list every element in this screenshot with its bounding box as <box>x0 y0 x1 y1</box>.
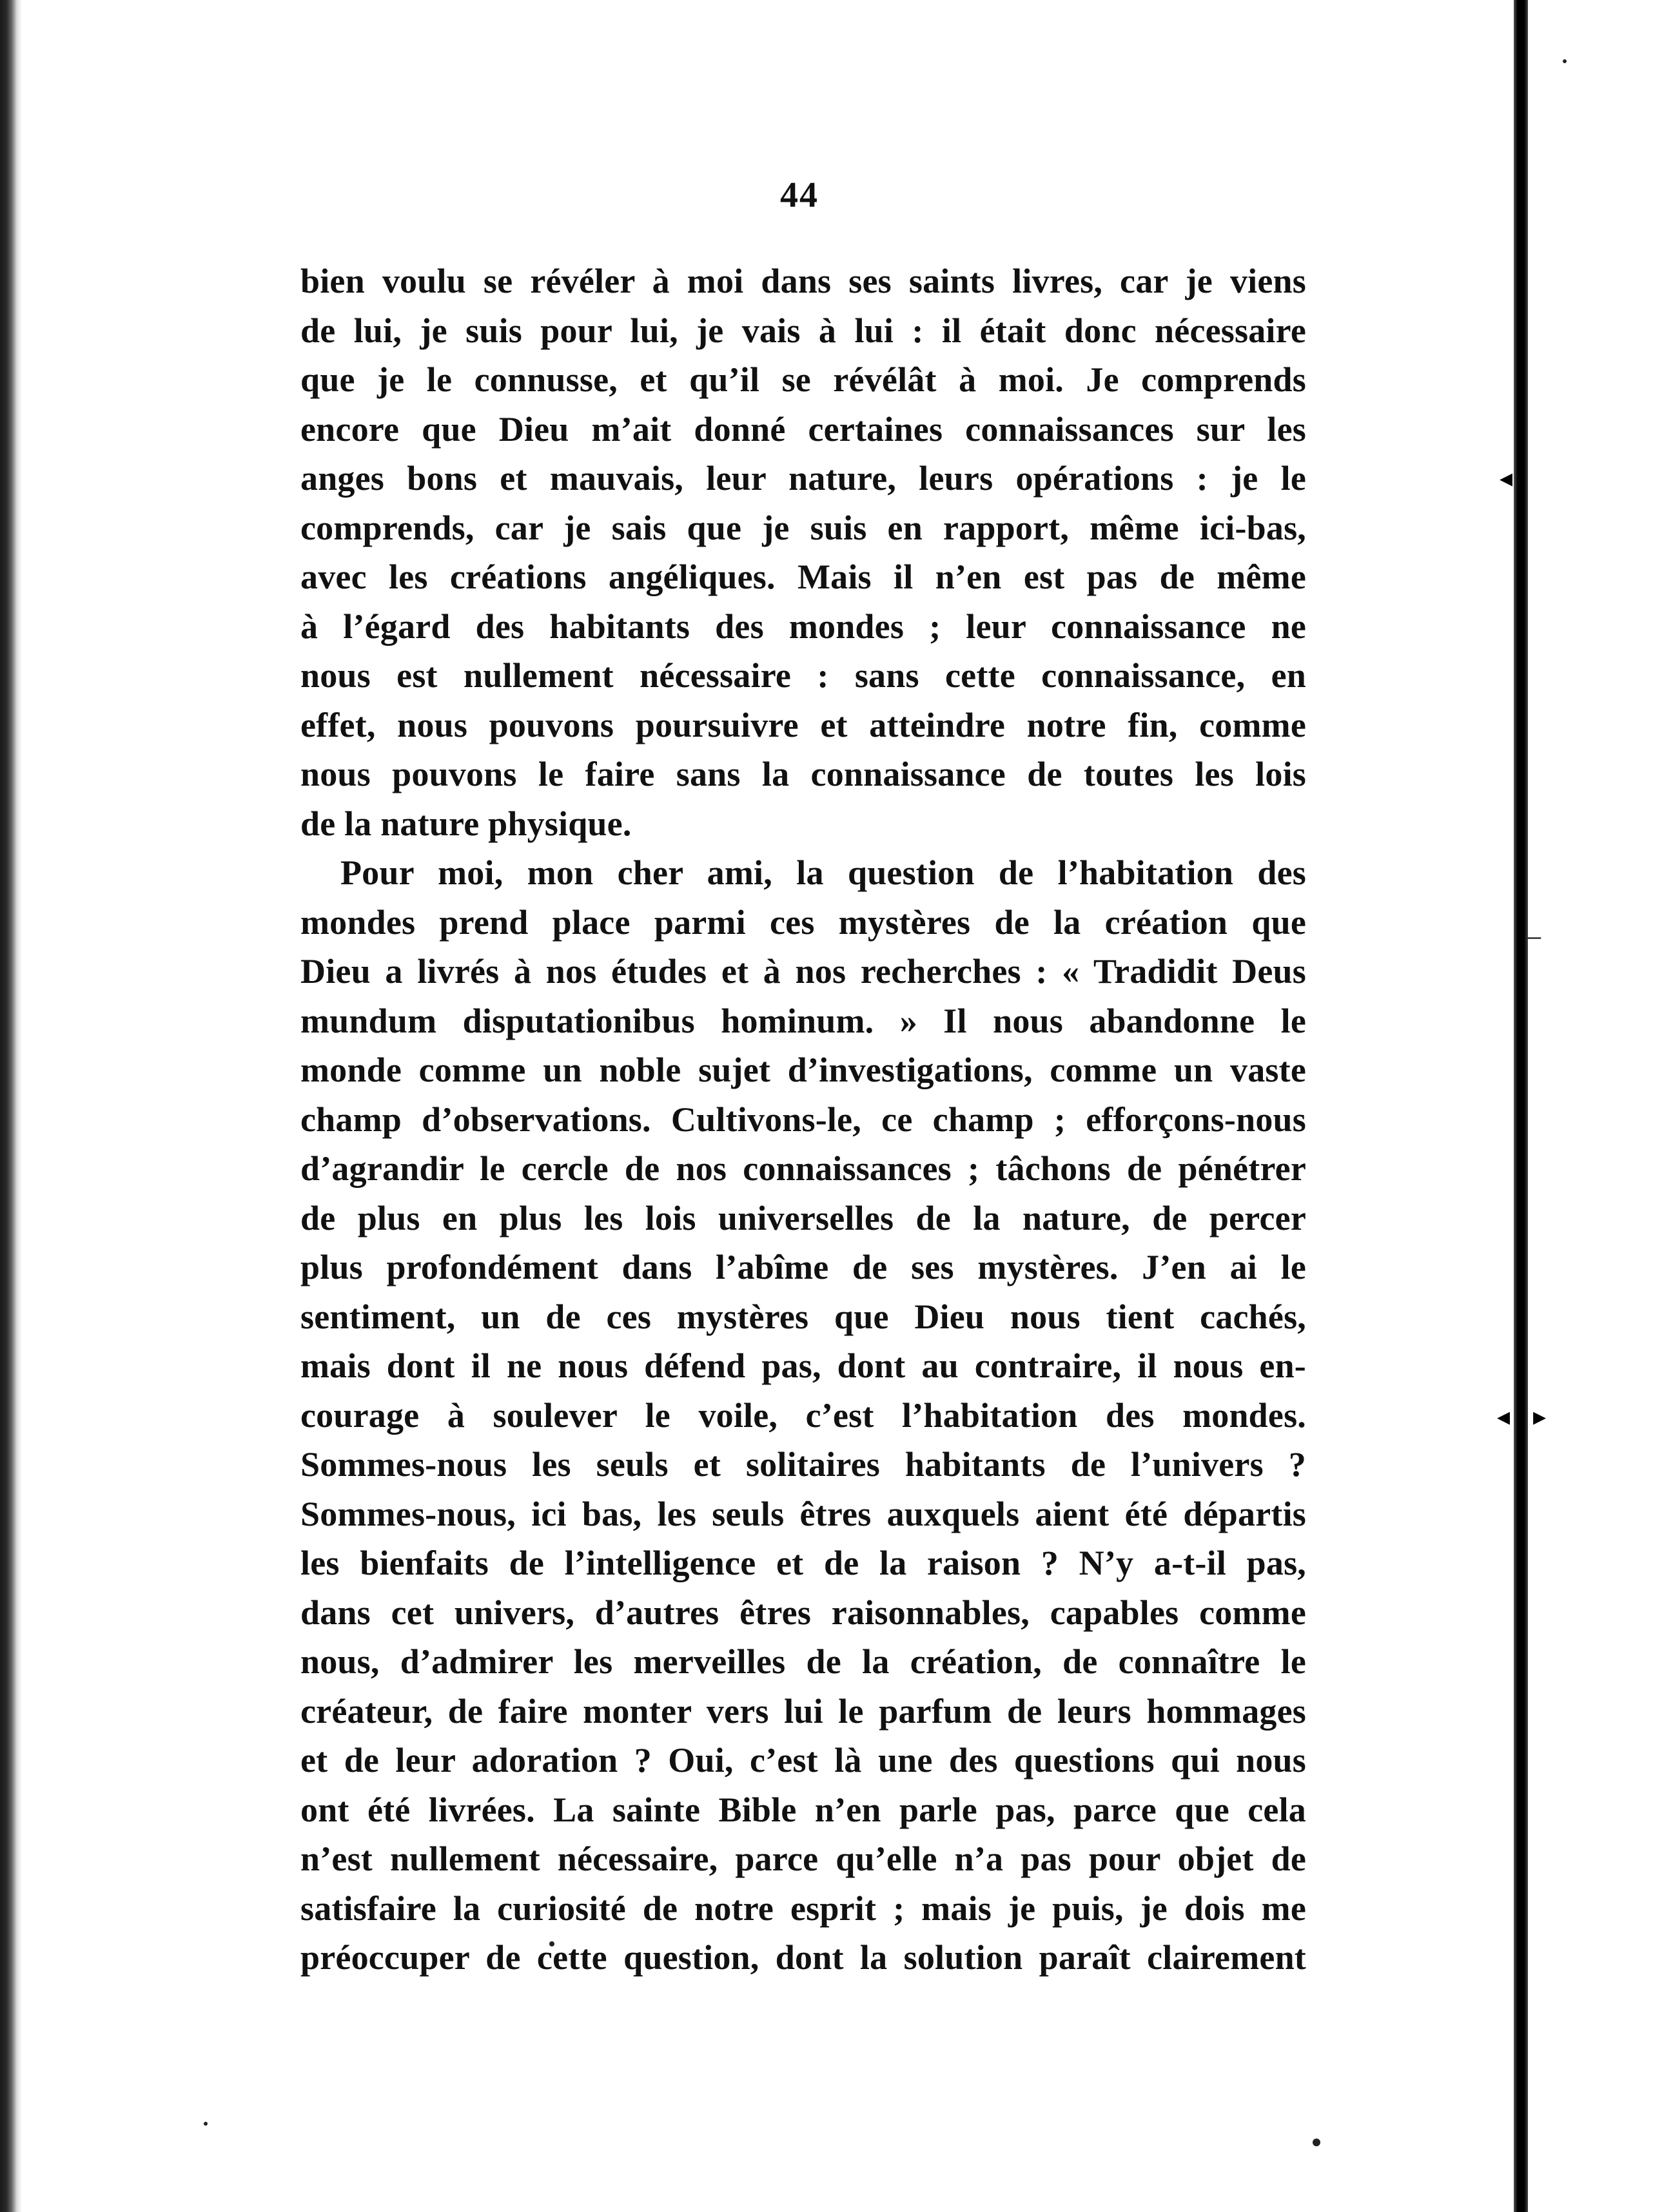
text-line: préoccuper de cette question, dont la solution paraît clairement <box>300 1938 1306 1977</box>
text-line: satisfaire la curiosité de notre esprit ; mais je puis, je dois me <box>300 1888 1306 1928</box>
ink-speck <box>1563 59 1567 63</box>
binding-gutter <box>1514 0 1528 2212</box>
text-line: de plus en plus les lois universelles de la nature, de percer <box>300 1198 1306 1237</box>
text-line: nous est nullement nécessaire : sans cette connaissance, en <box>300 656 1306 695</box>
text-line: et de leur adoration ? Oui, c’est là une des questions qui nous <box>300 1741 1306 1780</box>
text-line: à l’égard des habitants des mondes ; leur connaissance ne <box>300 606 1306 646</box>
text-line: créateur, de faire monter vers lui le parfum de leurs hommages <box>300 1691 1306 1731</box>
text-line: dans cet univers, d’autres êtres raisonnables, capables comme <box>300 1593 1306 1632</box>
text-line: que je le connusse, et qu’il se révélât à moi. Je comprends <box>300 360 1306 399</box>
margin-mark: ▸ <box>1533 1402 1547 1431</box>
text-line: comprends, car je sais que je suis en rapport, même ici-bas, <box>300 508 1306 547</box>
text-line: les bienfaits de l’intelligence et de la raison ? N’y a-t-il pas, <box>300 1544 1306 1582</box>
text-line: anges bons et mauvais, leur nature, leurs opérations : je le <box>300 459 1306 498</box>
text-line: champ d’observations. Cultivons-le, ce champ ; efforçons-nous <box>300 1100 1306 1139</box>
text-line: plus profondément dans l’abîme de ses mystères. J’en ai le <box>300 1248 1306 1286</box>
text-line: mais dont il ne nous défend pas, dont au contraire, il nous en- <box>300 1346 1306 1385</box>
text-line: n’est nullement nécessaire, parce qu’elle n’a pas pour objet de <box>300 1839 1306 1878</box>
text-line: effet, nous pouvons poursuivre et atteindre notre fin, comme <box>300 705 1306 744</box>
text-line: de lui, je suis pour lui, je vais à lui : il était donc nécessaire <box>300 311 1306 350</box>
text-line: mondes prend place parmi ces mystères de la création que <box>300 902 1306 942</box>
text-line: monde comme un noble sujet d’investigations, comme un vaste <box>300 1051 1306 1089</box>
text-line: ont été livrées. La sainte Bible n’en parle pas, parce que cela <box>300 1790 1306 1829</box>
right-margin <box>1528 0 1653 2212</box>
text-line: nous pouvons le faire sans la connaissance de toutes les lois <box>300 755 1306 793</box>
text-line: bien voulu se révéler à moi dans ses saints livres, car je viens <box>300 262 1306 300</box>
text-line: Sommes-nous, ici bas, les seuls êtres auxquels aient été départis <box>300 1494 1306 1533</box>
text-line: courage à soulever le voile, c’est l’habitation des mondes. <box>300 1395 1306 1435</box>
margin-mark: ◂ <box>1500 463 1513 492</box>
margin-mark: ◂ <box>1497 1402 1511 1431</box>
ink-speck <box>204 2122 208 2126</box>
text-line: mundum disputationibus hominum. » Il nous abandonne le <box>300 1001 1306 1040</box>
text-line: sentiment, un de ces mystères que Dieu nous tient cachés, <box>300 1297 1306 1336</box>
page-number: 44 <box>780 175 819 215</box>
ink-speck <box>1313 2139 1320 2146</box>
text-line: de la nature physique. <box>300 804 632 843</box>
text-line: encore que Dieu m’ait donné certaines connaissances sur les <box>300 409 1306 449</box>
text-line: Pour moi, mon cher ami, la question de l’habitation des <box>340 853 1306 892</box>
text-line: avec les créations angéliques. Mais il n’en est pas de même <box>300 558 1306 596</box>
scan-edge-left <box>0 0 22 2212</box>
text-line: Sommes-nous les seuls et solitaires habitants de l’univers ? <box>300 1445 1306 1484</box>
text-line: d’agrandir le cercle de nos connaissances ; tâchons de pénétrer <box>300 1149 1306 1188</box>
text-line: nous, d’admirer les merveilles de la création, de connaître le <box>300 1642 1306 1681</box>
body-text <box>300 257 1306 1983</box>
margin-mark: ‒ <box>1528 921 1541 950</box>
text-line: Dieu a livrés à nos études et à nos recherches : « Tradidit Deus <box>300 952 1306 991</box>
